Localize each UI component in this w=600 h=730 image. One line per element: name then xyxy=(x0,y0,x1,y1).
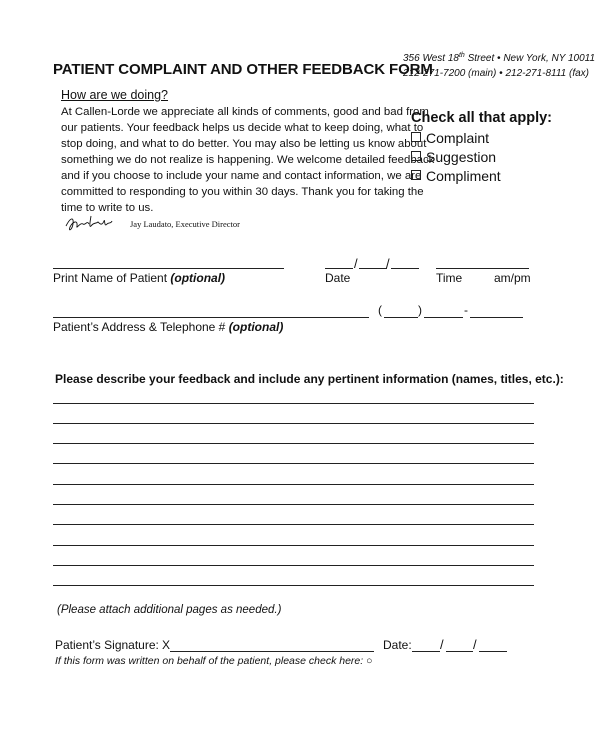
date-separator: / xyxy=(354,256,358,271)
description-line[interactable] xyxy=(53,463,534,464)
time-label: Time xyxy=(436,271,463,285)
phone-line-field[interactable] xyxy=(470,317,523,318)
behalf-note[interactable]: If this form was written on behalf of the patient, please check here: ○ xyxy=(55,655,373,667)
date-day-field[interactable] xyxy=(359,268,387,269)
option-label: Compliment xyxy=(426,168,501,184)
checkbox-icon[interactable] xyxy=(411,132,421,142)
street-address: 356 West 18th Street • New York, NY 10011 xyxy=(403,52,596,64)
option-label: Suggestion xyxy=(426,149,497,165)
description-line[interactable] xyxy=(53,504,534,505)
intro-line: our patients. Your feedback helps us decide what to keep doing, what to xyxy=(61,122,424,134)
option-compliment[interactable] xyxy=(411,168,501,184)
description-line[interactable] xyxy=(53,565,534,566)
phone-numbers: 212-271-7200 (main) • 212-271-8111 (fax) xyxy=(403,68,590,79)
checklist-heading: Check all that apply: xyxy=(411,110,553,126)
date-separator: / xyxy=(473,637,477,652)
option-label: Complaint xyxy=(426,130,490,146)
phone-dash: - xyxy=(464,303,468,317)
description-heading: Please describe your feedback and include any pertinent information (names, titles, etc.): xyxy=(55,372,564,386)
patient-name-field[interactable] xyxy=(53,268,284,269)
date-label: Date xyxy=(325,271,351,285)
intro-paragraph xyxy=(61,104,435,216)
description-line[interactable] xyxy=(53,484,534,485)
intro-line: and if you choose to include your name and contact information, we are xyxy=(61,170,422,182)
intro-line: committed to responding to you within 30 days. Thank you for taking the xyxy=(61,186,424,198)
phone-prefix-field[interactable] xyxy=(424,317,463,318)
patient-address-field[interactable] xyxy=(53,317,369,318)
signature-date-month-field[interactable] xyxy=(412,651,440,652)
intro-line: At Callen-Lorde we appreciate all kinds of comments, good and bad from xyxy=(61,106,429,118)
intro-heading: How are we doing? xyxy=(61,88,169,102)
description-line[interactable] xyxy=(53,423,534,424)
attach-pages-note: (Please attach additional pages as needed.) xyxy=(57,604,282,616)
address-label: Patient’s Address & Telephone # (optional) xyxy=(53,320,284,334)
signature-label: Patient’s Signature: xyxy=(55,638,159,652)
checkbox-icon[interactable] xyxy=(411,170,421,180)
date-separator: / xyxy=(440,637,444,652)
option-suggestion[interactable] xyxy=(411,149,496,165)
date-month-field[interactable] xyxy=(325,268,353,269)
phone-area-code-field[interactable] xyxy=(384,317,418,318)
phone-paren-close: ) xyxy=(418,303,422,317)
date-year-field[interactable] xyxy=(391,268,419,269)
checkbox-icon[interactable] xyxy=(411,151,421,161)
patient-signature-field[interactable] xyxy=(170,651,374,652)
signature-date-year-field[interactable] xyxy=(479,651,507,652)
signature-x-mark: X xyxy=(162,638,171,652)
director-name: Jay Laudato, Executive Director xyxy=(130,219,240,229)
option-complaint[interactable] xyxy=(411,130,489,146)
signature-date-label: Date: xyxy=(383,638,412,652)
date-separator: / xyxy=(386,256,390,271)
form-title: PATIENT COMPLAINT AND OTHER FEEDBACK FORM xyxy=(53,61,433,78)
signature-date-day-field[interactable] xyxy=(446,651,473,652)
description-line[interactable] xyxy=(53,524,534,525)
description-line[interactable] xyxy=(53,403,534,404)
phone-paren-open: ( xyxy=(378,303,382,317)
intro-line: time to write to us. xyxy=(61,202,154,214)
intro-line: something we do not realize is happening. We welcome detailed feedback xyxy=(61,154,435,166)
ampm-label: am/pm xyxy=(494,271,531,285)
director-signature-icon xyxy=(64,212,124,234)
description-line[interactable] xyxy=(53,585,534,586)
time-field[interactable] xyxy=(436,268,529,269)
print-name-label: Print Name of Patient (optional) xyxy=(53,271,226,285)
clinic-address xyxy=(403,51,595,81)
intro-line: stop doing, and what to do better. You may also be letting us know about xyxy=(61,138,427,150)
description-line[interactable] xyxy=(53,545,534,546)
description-line[interactable] xyxy=(53,443,534,444)
